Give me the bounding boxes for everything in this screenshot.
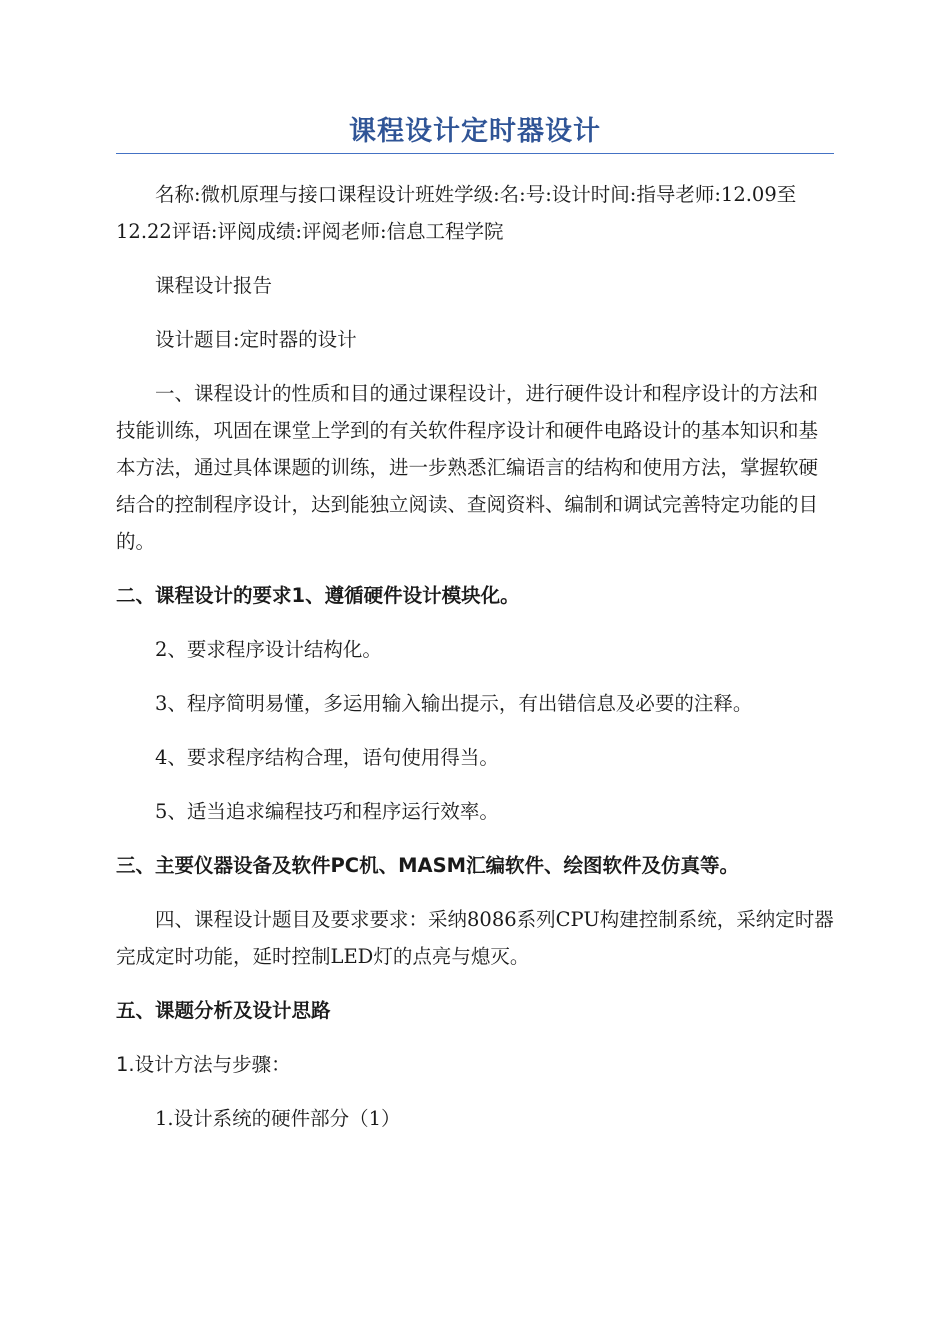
heading-analysis: 五、课题分析及设计思路 xyxy=(116,999,331,1022)
document-page xyxy=(116,112,834,1154)
paragraph-report-label: 课程设计报告 xyxy=(155,274,273,297)
paragraph-method-steps xyxy=(116,1046,834,1083)
paragraph-design-topic: 设计题目:定时器的设计 xyxy=(155,328,357,351)
paragraph-purpose: 一、课程设计的性质和目的通过课程设计，进行硬件设计和程序设计的方法和技能训练，巩固在课堂上学到的有关软件程序设计和硬件电路设计的基本知识和基本方法，通过具体课题的训练，进一步熟悉汇编语言的结构和使用方法，掌握软硬结合的控制程序设计，达到能独立阅读、查阅资料、编制和调试完善特定功能的目的。 xyxy=(116,382,819,553)
paragraph-topic-requirements: 四、课程设计题目及要求要求：采纳8086系列CPU构建控制系统，采纳定时器完成定时功能，延时控制LED灯的点亮与熄灭。 xyxy=(116,908,834,968)
method-steps-number: 1. xyxy=(116,1053,135,1076)
paragraph-requirement-4: 4、要求程序结构合理，语句使用得当。 xyxy=(155,746,499,769)
paragraph-requirement-2: 2、要求程序设计结构化。 xyxy=(155,638,382,661)
method-steps-text: 设计方法与步骤： xyxy=(134,1053,291,1076)
title-underline xyxy=(116,153,834,154)
paragraph-hardware-design: 1.设计系统的硬件部分（1） xyxy=(155,1107,401,1130)
paragraph-requirement-5: 5、适当追求编程技巧和程序运行效率。 xyxy=(155,800,499,823)
document-title: 课程设计定时器设计 xyxy=(349,116,601,147)
heading-requirements: 二、课程设计的要求1、遵循硬件设计模块化。 xyxy=(116,584,520,607)
paragraph-course-info: 名称:微机原理与接口课程设计班姓学级:名:号:设计时间:指导老师:12.09至12.22评语:评阅成绩:评阅老师:信息工程学院 xyxy=(116,183,797,243)
heading-equipment: 三、主要仪器设备及软件PC机、MASM汇编软件、绘图软件及仿真等。 xyxy=(116,854,740,877)
paragraph-requirement-3: 3、程序简明易懂，多运用输入输出提示，有出错信息及必要的注释。 xyxy=(155,692,753,715)
